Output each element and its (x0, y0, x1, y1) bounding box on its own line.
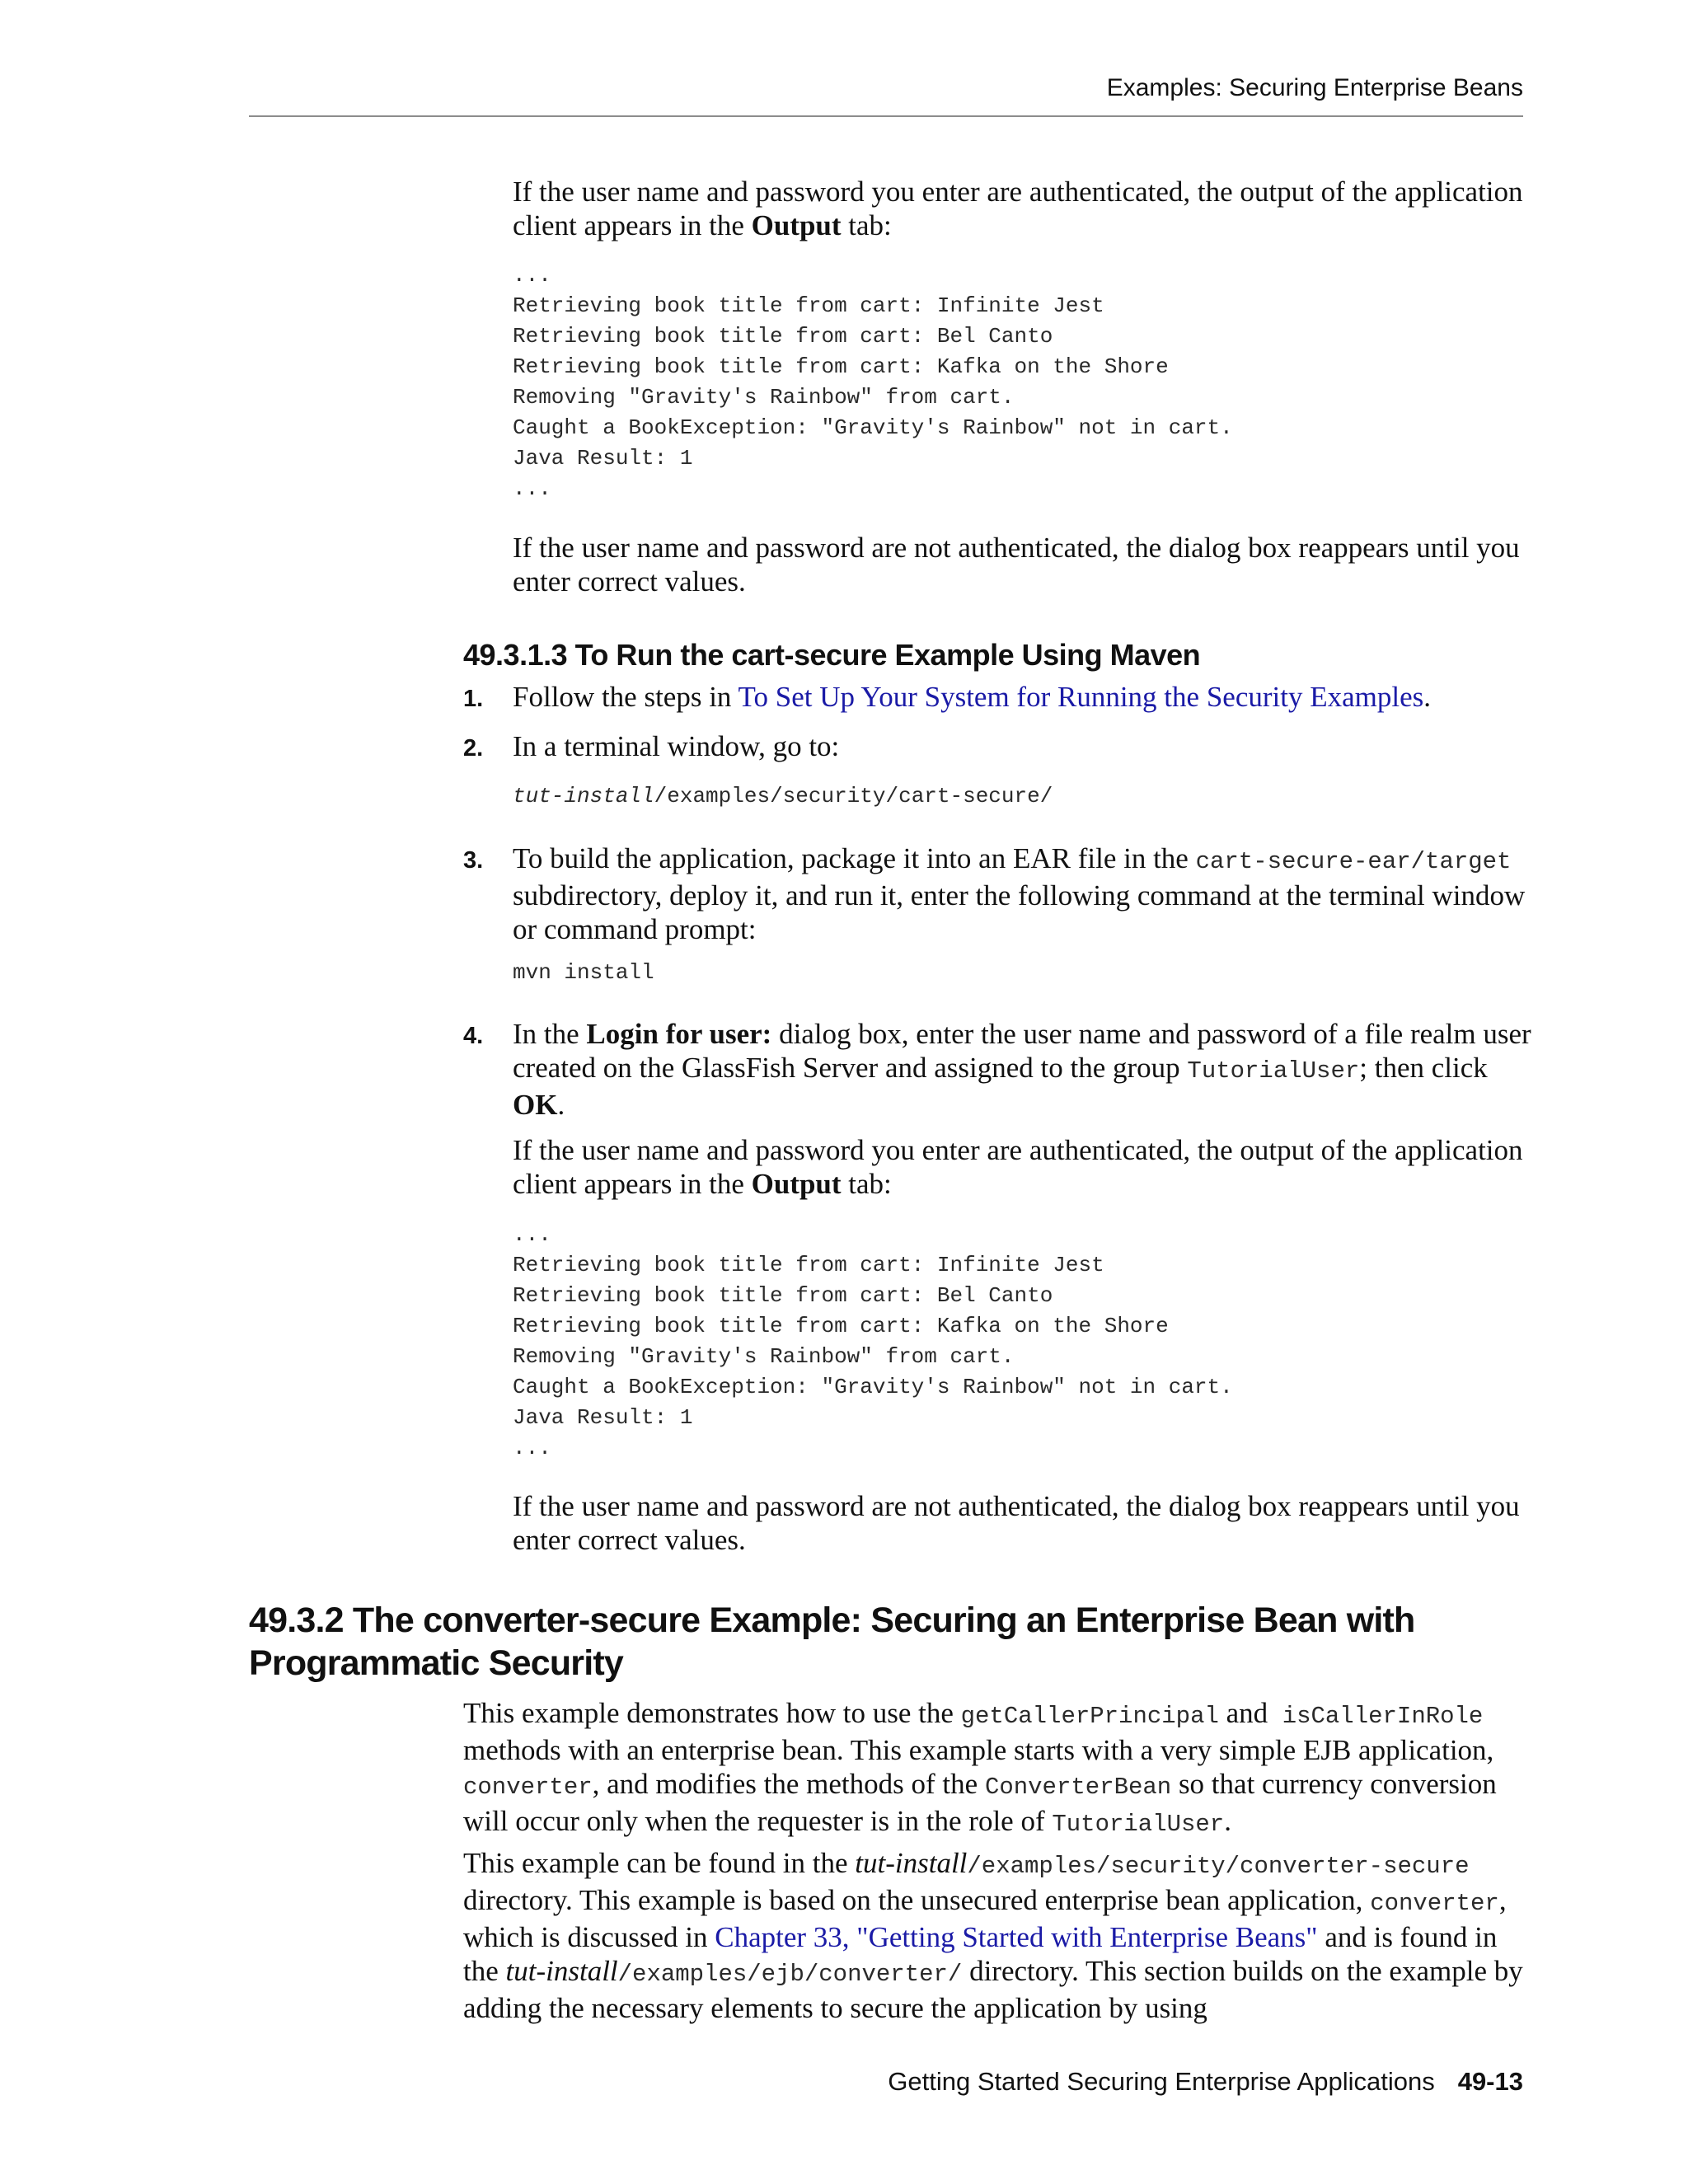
text: This example demonstrates how to use the (463, 1697, 961, 1729)
text: and (1218, 1697, 1282, 1729)
converter-secure-location-paragraph (463, 1846, 1535, 2025)
path-variable: tut-install (513, 784, 654, 808)
inline-code: TutorialUser (1052, 1811, 1225, 1838)
text: Follow the steps in (513, 681, 738, 713)
not-authenticated-paragraph: If the user name and password are not authenticated, the dialog box reappears until you enter correct values. (513, 532, 1520, 598)
step-number: 1. (463, 686, 484, 712)
inline-code: /examples/ejb/converter/ (617, 1961, 963, 1988)
text: tab: (841, 209, 892, 241)
bold-term: OK (513, 1089, 558, 1121)
text: , and modifies the methods of the (592, 1768, 985, 1800)
footer-title: Getting Started Securing Enterprise Applications (888, 2067, 1435, 2096)
inline-code: cart-secure-ear/target (1195, 848, 1512, 875)
running-header: Examples: Securing Enterprise Beans (1106, 74, 1523, 101)
bold-term: Output (751, 1168, 842, 1200)
bold-term: Login for user: (586, 1018, 772, 1050)
chapter-33-link[interactable]: Chapter 33, "Getting Started with Enterprise Beans" (715, 1921, 1318, 1953)
page-footer (888, 2067, 1523, 2097)
section-heading-49-3-1-3: 49.3.1.3 To Run the cart-secure Example Using Maven (463, 638, 1201, 672)
text: This example can be found in the (463, 1847, 856, 1879)
text: and is found in the (463, 1921, 1498, 1987)
step-4-auth-paragraph (513, 1133, 1535, 1201)
text: methods with an enterprise bean. This example starts with a very simple EJB application, (463, 1734, 1494, 1766)
text: directory. This section builds on the example by adding the necessary elements to secure the application by using (463, 1955, 1523, 2024)
path-rest: /examples/security/cart-secure/ (654, 784, 1053, 808)
text: dialog box, enter the user name and password of a file realm user created on the GlassFish Server and assigned to the group (513, 1018, 1531, 1084)
section-heading-49-3-2: 49.3.2 The converter-secure Example: Securing an Enterprise Bean with Programmatic Security (249, 1601, 1415, 1683)
step-2-text: In a terminal window, go to: (513, 730, 840, 762)
italic-term: tut-install (505, 1955, 618, 1987)
text: ; then click (1359, 1052, 1488, 1084)
step-number: 4. (463, 1023, 484, 1049)
bold-term: Output (751, 209, 842, 241)
step-3-text (513, 841, 1535, 946)
text: , which is discussed in (463, 1884, 1507, 1953)
step-number: 2. (463, 735, 484, 762)
text: To build the application, package it into an EAR file in the (513, 842, 1196, 874)
page-number: 49-13 (1457, 2067, 1523, 2096)
text: If the user name and password you enter are authenticated, the output of the application client appears in the (513, 1134, 1523, 1200)
inline-code: isCallerInRole (1282, 1703, 1484, 1730)
text: . (1423, 681, 1431, 713)
converter-secure-intro-paragraph (463, 1696, 1535, 1841)
inline-code: converter (463, 1774, 593, 1801)
mvn-command: mvn install (513, 960, 654, 985)
step-1-text (513, 680, 1535, 714)
setup-system-link[interactable]: To Set Up Your System for Running the Security Examples (738, 681, 1424, 713)
text: directory. This example is based on the unsecured enterprise bean application, (463, 1884, 1371, 1916)
step-4-text (513, 1017, 1535, 1122)
inline-code: converter (1370, 1890, 1499, 1917)
cart-secure-path (513, 781, 1053, 812)
step-4-not-authenticated-paragraph: If the user name and password are not authenticated, the dialog box reappears until you enter correct values. (513, 1490, 1520, 1556)
inline-code: TutorialUser (1187, 1057, 1360, 1085)
auth-output-paragraph (513, 175, 1535, 242)
step-4-console-output: ... Retrieving book title from cart: Infinite Jest Retrieving book title from cart: Bel Canto Retrieving book title from cart: Kafka on the Shore Removing "Gravity's Rainbow" from cart. Caught a BookException: "Gravity's Rainbow" not in cart. Java Result: 1 ... (513, 1222, 1233, 1460)
console-output-block: ... Retrieving book title from cart: Infinite Jest Retrieving book title from cart: Bel Canto Retrieving book title from cart: Kafka on the Shore Removing "Gravity's Rainbow" from cart. Caught a BookException: "Gravity's Rainbow" not in cart. Java Result: 1 ... (513, 263, 1233, 501)
text: so that currency conversion will occur only when the requester is in the role of (463, 1768, 1497, 1837)
italic-term: tut-install (855, 1847, 968, 1879)
text: . (1224, 1805, 1231, 1837)
header-rule (249, 115, 1523, 117)
inline-code: getCallerPrincipal (960, 1703, 1219, 1730)
text: tab: (841, 1168, 892, 1200)
text: . (557, 1089, 565, 1121)
text: If the user name and password you enter are authenticated, the output of the application client appears in the (513, 176, 1523, 241)
inline-code: /examples/security/converter-secure (967, 1853, 1470, 1880)
text: subdirectory, deploy it, and run it, enter the following command at the terminal window or command prompt: (513, 879, 1526, 945)
text: In the (513, 1018, 587, 1050)
step-number: 3. (463, 847, 484, 874)
inline-code: ConverterBean (984, 1774, 1172, 1801)
